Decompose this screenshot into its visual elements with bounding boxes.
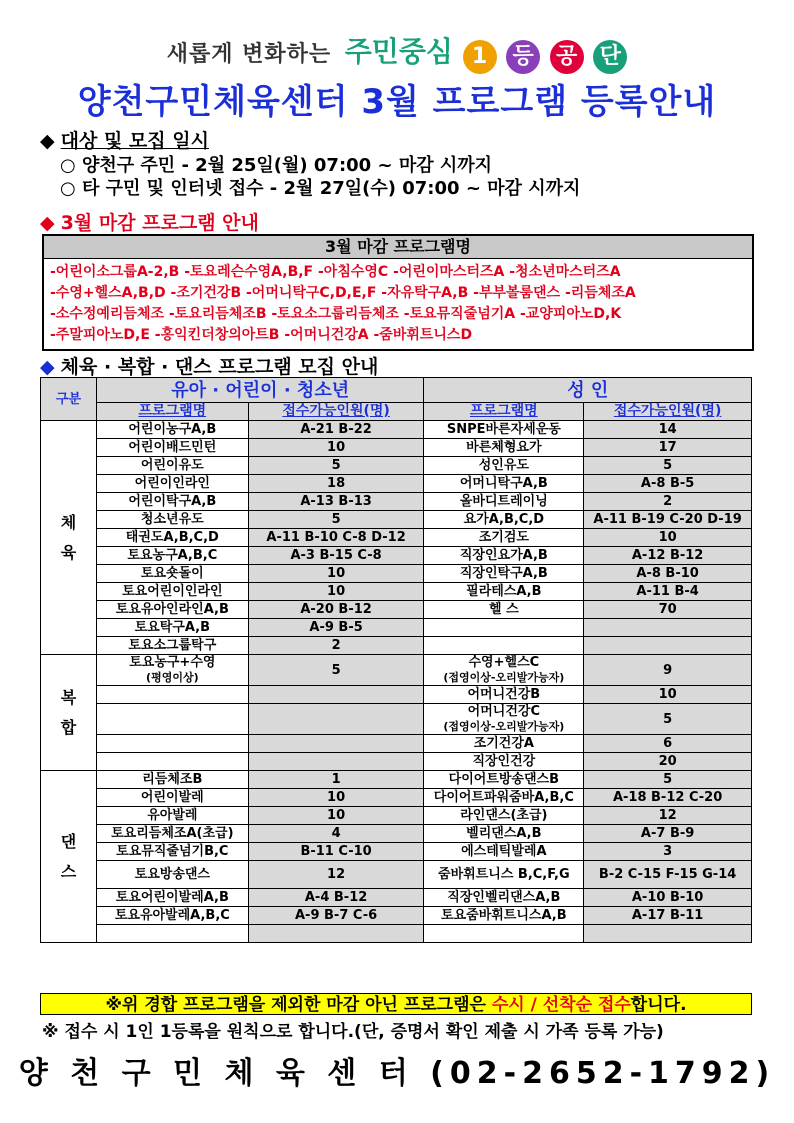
program-count: A-9 B-7 C-6: [248, 907, 424, 925]
program-count: A-11 B-4: [584, 583, 752, 601]
section-target: [40, 126, 209, 153]
slogan-badge-2: 등: [506, 40, 540, 74]
slogan-badge-3: 공: [550, 40, 584, 74]
notice-banner: [40, 993, 752, 1015]
section-title: 대상 및 모집 일시: [60, 130, 209, 152]
program-name: [96, 925, 248, 943]
program-count: 5: [248, 655, 424, 686]
program-count: B-11 C-10: [248, 843, 424, 861]
program-name: 어린이유도: [96, 457, 248, 475]
slogan: [0, 30, 794, 74]
program-count: 12: [248, 861, 424, 889]
program-count: A-8 B-5: [584, 475, 752, 493]
program-name: [424, 637, 584, 655]
program-count: A-10 B-10: [584, 889, 752, 907]
program-count: 10: [584, 529, 752, 547]
table-row: [41, 493, 752, 511]
program-name: 리듬체조B: [96, 771, 248, 789]
deadline-line: -소수정예리듬체조 -토요리듬체조B -토요소그룹리듬체조 -토요뮤직줄넘기A -교양피아노D,K: [50, 306, 622, 322]
program-name: 토요유아인라인A,B: [96, 601, 248, 619]
table-row: [41, 753, 752, 771]
program-name: 조기건강A: [424, 735, 584, 753]
program-name: [96, 735, 248, 753]
program-name: 헬 스: [424, 601, 584, 619]
program-count: 10: [248, 583, 424, 601]
header-youth: 유아 · 어린이 · 청소년: [96, 378, 424, 403]
program-count: 10: [248, 807, 424, 825]
notice-text: ※위 경합 프로그램을 제외한 마감 아닌 프로그램은: [105, 995, 492, 1015]
table-row: [41, 457, 752, 475]
group-label: 체 육: [41, 421, 97, 655]
program-count: [248, 753, 424, 771]
deadline-box: [42, 234, 754, 351]
group-label: 댄 스: [41, 771, 97, 943]
program-name: 토요줌바휘트니스A,B: [424, 907, 584, 925]
program-count: [584, 619, 752, 637]
program-name: 직장인벨리댄스A,B: [424, 889, 584, 907]
header-count: 접수가능인원(명): [584, 403, 752, 421]
program-name: 다이어트파워줌바A,B,C: [424, 789, 584, 807]
program-count: 5: [584, 457, 752, 475]
program-name: 수영+헬스C (접영이상-오리발가능자): [424, 655, 584, 686]
program-count: A-3 B-15 C-8: [248, 547, 424, 565]
table-row: [41, 907, 752, 925]
period-line-2: ○ 타 구민 및 인터넷 접수 - 2월 27일(수) 07:00 ~ 마감 시까지: [60, 178, 581, 199]
program-count: 70: [584, 601, 752, 619]
program-name: 라인댄스(초급): [424, 807, 584, 825]
program-count: 6: [584, 735, 752, 753]
program-name: 직장인요가A,B: [424, 547, 584, 565]
program-name: 올바디트레이닝: [424, 493, 584, 511]
notice-highlight: 수시 / 선착순 접수: [491, 995, 631, 1015]
program-count: [248, 686, 424, 704]
program-name: 토요뮤직줄넘기B,C: [96, 843, 248, 861]
registration-rule: ※ 접수 시 1인 1등록을 원칙으로 합니다.(단, 증명서 확인 제출 시 가족 등록 가능): [42, 1022, 664, 1042]
program-count: 9: [584, 655, 752, 686]
section-title: 체육 · 복합 · 댄스 프로그램 모집 안내: [60, 356, 379, 378]
program-count: A-17 B-11: [584, 907, 752, 925]
program-name: 어머니건강C (접영이상-오리발가능자): [424, 704, 584, 735]
period-line-1: ○ 양천구 주민 - 2월 25일(월) 07:00 ~ 마감 시까지: [60, 155, 493, 176]
program-name: 조기검도: [424, 529, 584, 547]
program-name: 직장인탁구A,B: [424, 565, 584, 583]
program-count: 5: [584, 704, 752, 735]
program-name: 토요농구A,B,C: [96, 547, 248, 565]
slogan-highlight: 주민중심: [344, 35, 453, 68]
program-name: 토요리듬체조A(초급): [96, 825, 248, 843]
deadline-list: [44, 259, 752, 349]
program-count: 17: [584, 439, 752, 457]
section-deadline: [40, 208, 259, 235]
program-name: 필라테스A,B: [424, 583, 584, 601]
program-count: 10: [584, 686, 752, 704]
program-count: [584, 637, 752, 655]
program-name: [96, 704, 248, 735]
program-count: 5: [584, 771, 752, 789]
program-name: [424, 925, 584, 943]
program-name: 어린이농구A,B: [96, 421, 248, 439]
program-name: [96, 753, 248, 771]
program-count: A-12 B-12: [584, 547, 752, 565]
program-count: [248, 925, 424, 943]
program-name: 토요어린이인라인: [96, 583, 248, 601]
program-name: 토요유아발레A,B,C: [96, 907, 248, 925]
deadline-line: -어린이소그룹A-2,B -토요레슨수영A,B,F -아침수영C -어린이마스터즈A -청소년마스터즈A: [50, 264, 621, 280]
program-count: A-8 B-10: [584, 565, 752, 583]
program-name: 유아발레: [96, 807, 248, 825]
program-name: 토요탁구A,B: [96, 619, 248, 637]
program-count: 2: [248, 637, 424, 655]
diamond-icon: ◆: [40, 130, 55, 152]
table-row: [41, 704, 752, 735]
program-name: 토요농구+수영 (평영이상): [96, 655, 248, 686]
table-row: [41, 637, 752, 655]
table-row: [41, 789, 752, 807]
program-name: 어린이배드민턴: [96, 439, 248, 457]
program-count: 14: [584, 421, 752, 439]
program-count: 18: [248, 475, 424, 493]
program-note: (평영이상): [146, 671, 199, 684]
table-row: [41, 843, 752, 861]
slogan-badge-1: 1: [463, 40, 497, 74]
header-program: 프로그램명: [424, 403, 584, 421]
deadline-header: 3월 마감 프로그램명: [44, 236, 752, 259]
program-name: 토요어린이발레A,B: [96, 889, 248, 907]
table-row: [41, 825, 752, 843]
header-gubun: 구분: [41, 378, 97, 421]
table-row: [41, 601, 752, 619]
program-name: 에스테틱발레A: [424, 843, 584, 861]
program-count: [248, 704, 424, 735]
program-name: 바른체형요가: [424, 439, 584, 457]
program-name: 벨리댄스A,B: [424, 825, 584, 843]
program-count: A-13 B-13: [248, 493, 424, 511]
program-name: 토요소그룹탁구: [96, 637, 248, 655]
program-name: 어린이발레: [96, 789, 248, 807]
table-row: [41, 511, 752, 529]
page-title: 양천구민체육센터 3월 프로그램 등록안내: [77, 82, 717, 122]
program-count: 2: [584, 493, 752, 511]
section-title: 3월 마감 프로그램 안내: [60, 212, 259, 234]
table-row: [41, 565, 752, 583]
program-name: 요가A,B,C,D: [424, 511, 584, 529]
program-name: 토요방송댄스: [96, 861, 248, 889]
program-name: 어린이인라인: [96, 475, 248, 493]
program-name: 어머니탁구A,B: [424, 475, 584, 493]
program-count: B-2 C-15 F-15 G-14: [584, 861, 752, 889]
program-name: 직장인건강: [424, 753, 584, 771]
program-name: 토요숏돌이: [96, 565, 248, 583]
program-name: 청소년유도: [96, 511, 248, 529]
program-note: (접영이상-오리발가능자): [443, 671, 565, 684]
program-name: 태권도A,B,C,D: [96, 529, 248, 547]
header-count: 접수가능인원(명): [248, 403, 424, 421]
program-count: A-11 B-19 C-20 D-19: [584, 511, 752, 529]
table-row: [41, 475, 752, 493]
program-name: 성인유도: [424, 457, 584, 475]
program-count: [248, 735, 424, 753]
diamond-icon: ◆: [40, 212, 55, 234]
table-row: [41, 771, 752, 789]
program-name: 줌바휘트니스 B,C,F,G: [424, 861, 584, 889]
program-count: 10: [248, 439, 424, 457]
header-adult: 성 인: [424, 378, 752, 403]
program-count: 5: [248, 457, 424, 475]
table-row: [41, 439, 752, 457]
table-row: [41, 686, 752, 704]
program-count: 20: [584, 753, 752, 771]
program-count: 3: [584, 843, 752, 861]
table-row: [41, 735, 752, 753]
table-row: [41, 583, 752, 601]
footer-center-contact: 양 천 구 민 체 육 센 터 (02-2652-1792): [18, 1056, 776, 1091]
program-count: 1: [248, 771, 424, 789]
program-name: [424, 619, 584, 637]
program-count: A-18 B-12 C-20: [584, 789, 752, 807]
program-count: A-9 B-5: [248, 619, 424, 637]
slogan-text: 새롭게 변화하는: [166, 42, 332, 67]
program-name: 어머니건강B: [424, 686, 584, 704]
program-note: (접영이상-오리발가능자): [443, 720, 565, 733]
slogan-badge-4: 단: [593, 40, 627, 74]
program-table: [40, 377, 752, 943]
program-count: A-11 B-10 C-8 D-12: [248, 529, 424, 547]
table-row: [41, 529, 752, 547]
section-programs: [40, 352, 378, 379]
program-name: 다이어트방송댄스B: [424, 771, 584, 789]
program-count: 4: [248, 825, 424, 843]
program-count: [584, 925, 752, 943]
table-row: [41, 655, 752, 686]
table-row: [41, 889, 752, 907]
table-row: [41, 925, 752, 943]
table-row: [41, 807, 752, 825]
program-count: A-4 B-12: [248, 889, 424, 907]
notice-text: 합니다.: [630, 995, 687, 1015]
deadline-line: -주말피아노D,E -홍익킨더창의아트B -어머니건강A -줌바휘트니스D: [50, 327, 473, 343]
program-name: [96, 686, 248, 704]
program-name: 어린이탁구A,B: [96, 493, 248, 511]
table-row: [41, 619, 752, 637]
program-count: A-21 B-22: [248, 421, 424, 439]
table-row: [41, 861, 752, 889]
program-count: 10: [248, 565, 424, 583]
program-name: SNPE바른자세운동: [424, 421, 584, 439]
program-count: 12: [584, 807, 752, 825]
table-row: [41, 547, 752, 565]
table-row: [41, 421, 752, 439]
program-count: A-20 B-12: [248, 601, 424, 619]
diamond-icon: ◆: [40, 356, 55, 378]
group-label: 복 합: [41, 655, 97, 771]
deadline-line: -수영+헬스A,B,D -조기건강B -어머니탁구C,D,E,F -자유탁구A,B -부부볼룸댄스 -리듬체조A: [50, 285, 636, 301]
program-count: 5: [248, 511, 424, 529]
program-count: 10: [248, 789, 424, 807]
header-program: 프로그램명: [96, 403, 248, 421]
program-count: A-7 B-9: [584, 825, 752, 843]
